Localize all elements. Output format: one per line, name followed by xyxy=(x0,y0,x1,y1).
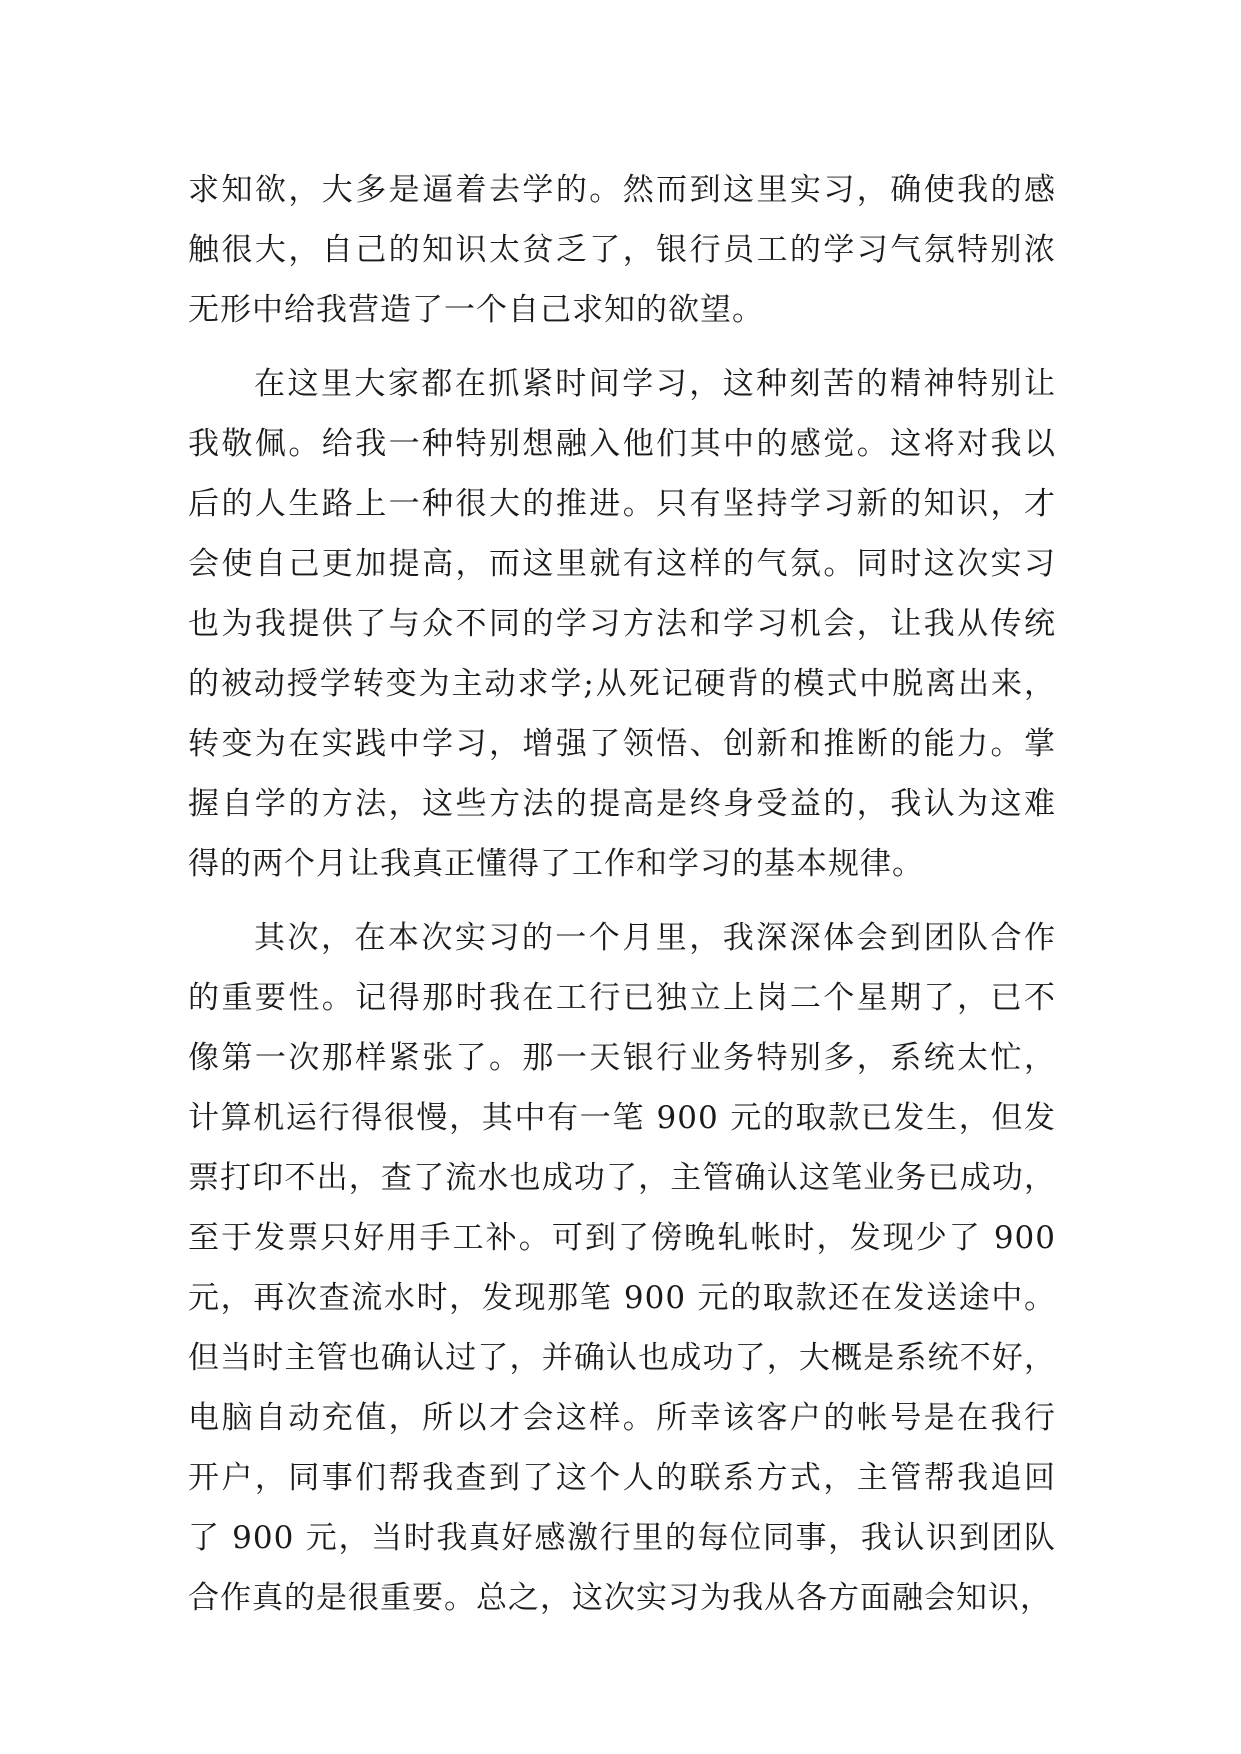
text-line: 转变为在实践中学习，增强了领悟、创新和推断的能力。掌 xyxy=(188,726,1056,762)
text-line: 至于发票只好用手工补。可到了傍晚轧帐时，发现少了 900 xyxy=(188,1220,1056,1256)
text-line: 也为我提供了与众不同的学习方法和学习机会，让我从传统 xyxy=(188,606,1056,642)
text-line: 像第一次那样紧张了。那一天银行业务特别多，系统太忙， xyxy=(188,1040,1056,1076)
text-line: 后的人生路上一种很大的推进。只有坚持学习新的知识，才 xyxy=(188,486,1056,522)
text-line: 的重要性。记得那时我在工行已独立上岗二个星期了，已不 xyxy=(188,980,1056,1016)
text-line: 握自学的方法，这些方法的提高是终身受益的，我认为这难 xyxy=(188,786,1056,822)
text-line: 其次，在本次实习的一个月里，我深深体会到团队合作 xyxy=(254,920,1056,956)
text-line: 合作真的是很重要。总之，这次实习为我从各方面融会知识， xyxy=(188,1580,1052,1616)
text-line: 会使自己更加提高，而这里就有这样的气氛。同时这次实习 xyxy=(188,546,1056,582)
text-line: 电脑自动充值，所以才会这样。所幸该客户的帐号是在我行 xyxy=(188,1400,1056,1436)
text-line: 在这里大家都在抓紧时间学习，这种刻苦的精神特别让 xyxy=(254,366,1056,402)
text-line: 无形中给我营造了一个自己求知的欲望。 xyxy=(188,292,764,328)
text-line: 得的两个月让我真正懂得了工作和学习的基本规律。 xyxy=(188,846,924,882)
text-line: 的被动授学转变为主动求学;从死记硬背的模式中脱离出来， xyxy=(188,666,1056,702)
text-line: 计算机运行得很慢，其中有一笔 900 元的取款已发生，但发 xyxy=(188,1100,1056,1136)
text-line: 我敬佩。给我一种特别想融入他们其中的感觉。这将对我以 xyxy=(188,426,1056,462)
text-line: 但当时主管也确认过了，并确认也成功了，大概是系统不好， xyxy=(188,1340,1056,1376)
text-line: 了 900 元，当时我真好感激行里的每位同事，我认识到团队 xyxy=(188,1520,1056,1556)
text-line: 元，再次查流水时，发现那笔 900 元的取款还在发送途中。 xyxy=(188,1280,1056,1316)
text-line: 触很大，自己的知识太贫乏了，银行员工的学习气氛特别浓 xyxy=(188,232,1056,268)
text-line: 票打印不出，查了流水也成功了，主管确认这笔业务已成功， xyxy=(188,1160,1056,1196)
text-line: 求知欲，大多是逼着去学的。然而到这里实习，确使我的感 xyxy=(188,172,1056,208)
text-line: 开户，同事们帮我查到了这个人的联系方式，主管帮我追回 xyxy=(188,1460,1056,1496)
document-body xyxy=(188,160,1056,1628)
